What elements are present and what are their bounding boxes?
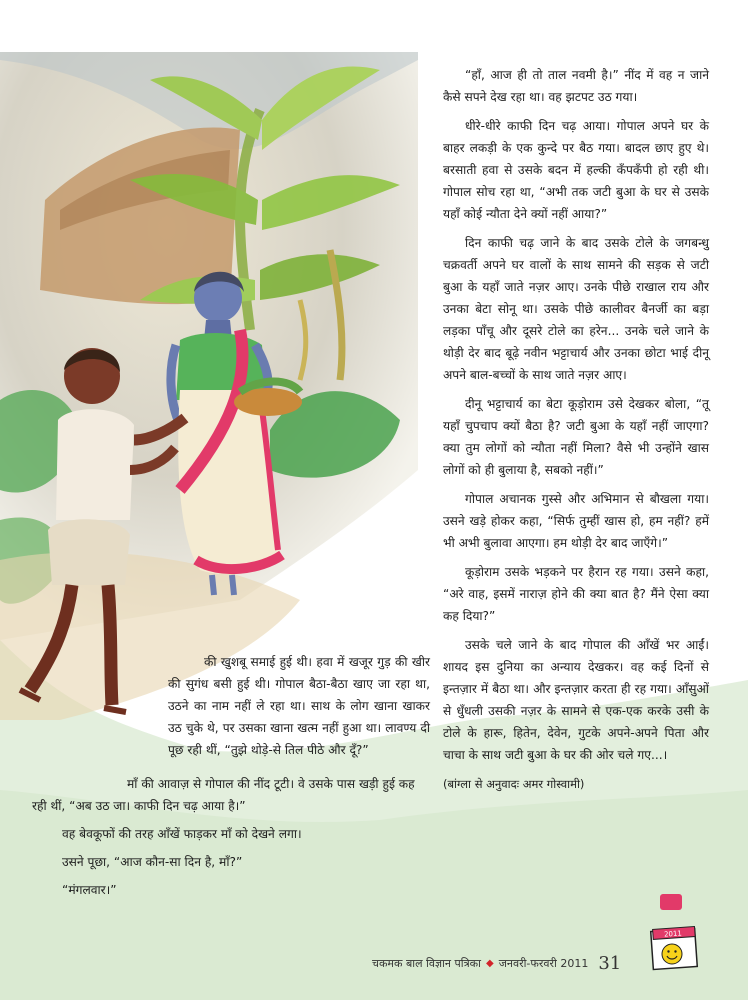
diamond-separator-icon: ◆ bbox=[485, 957, 494, 969]
paragraph: धीरे-धीरे काफी दिन चढ़ आया। गोपाल अपने घर के बाहर लकड़ी के एक कुन्दे पर बैठ गया। बादल छाए हुए थे। बरसाती हवा से उसके बदन में हल्की कँपकँपी हो रही थी। गोपाल सोच रहा था, “अभी तक जटी बुआ के घर से उसके यहाँ कोई न्यौता देने क्यों नहीं आया?” bbox=[443, 119, 709, 221]
paragraph: वह बेवकूफों की तरह आँखें फाड़कर माँ को देखने लगा। bbox=[62, 827, 302, 841]
paragraph: की खुशबू समाई हुई थी। हवा में खजूर गुड़ की खीर की सुगंध बसी हुई थी। गोपाल बैठा-बैठा खाए जा रहा था, उठने का नाम नहीं ले रहा था। साथ के लोग खाना खाकर उठ चुके थे, पर उसका खाना खत्म नहीं हुआ था। लावण्य दी पूछ रही थीं, “तुझे थोड़े-से तिल पीठे और दूँ?” bbox=[168, 655, 430, 757]
paragraph: दीनू भट्टाचार्य का बेटा कूड़ोराम उसे देखकर बोला, “तू यहाँ चुपचाप क्यों बैठा है? जटी बुआ के यहाँ नहीं जाएगा? क्या तुम लोगों को न्यौता नहीं मिला? वैसे भी उन्होंने खास लोगों को ही बुलाया है, सबको नहीं।” bbox=[443, 397, 709, 477]
paragraph: “मंगलवार।” bbox=[62, 883, 117, 897]
translation-credit: (बांग्ला से अनुवादः अमर गोस्वामी) bbox=[443, 777, 585, 791]
page-number: 31 bbox=[598, 952, 622, 974]
issue-date: जनवरी-फरवरी 2011 bbox=[498, 956, 589, 970]
text-column-left-lower bbox=[32, 773, 432, 907]
paragraph: दिन काफी चढ़ जाने के बाद उसके टोले के जगबन्धु चक्रवर्ती अपने घर वालों के साथ सामने की सड़क से जटी बुआ के यहाँ जाते नज़र आए। उनके पीछे राखाल राय और उनका बेटा सोनू था। उसके पीछे कालीवर बैनर्जी का बड़ा लड़का पाँचू और दूसरे टोले का हरेन... उनके चले जाने के थोड़ी देर बाद बूढ़े नवीन भट्टाचार्य और उनका छोटा भाई दीनू अपने बाल-बच्चों के साथ जाते नज़र आए। bbox=[443, 236, 709, 382]
paragraph: माँ की आवाज़ से गोपाल की नींद टूटी। वे उसके पास खड़ी हुई कह रही थीं, “अब उठ जा। काफी दिन चढ़ आया है।” bbox=[32, 777, 415, 813]
paragraph: “हाँ, आज ही तो ताल नवमी है।” नींद में वह न जाने कैसे सपने देख रहा था। वह झटपट उठ गया। bbox=[443, 68, 709, 104]
calendar-year: 2011 bbox=[663, 929, 683, 939]
paragraph: उसने पूछा, “आज कौन-सा दिन है, माँ?” bbox=[62, 855, 243, 869]
calendar-smiley-icon bbox=[648, 926, 700, 972]
paragraph: उसके चले जाने के बाद गोपाल की आँखें भर आईं। शायद इस दुनिया का अन्याय देखकर। वह कई दिनों से इन्तज़ार में बैठा था। और इन्तज़ार करता ही रह गया। आँसुओं से धुँधली उसकी नज़र के सामने से एक-एक करके उसी के टोले के हारू, हितेन, देवेन, गुटके अपने-अपने पिता और चाचा के साथ जटी बुआ के घर की ओर चले गए...। bbox=[443, 638, 709, 762]
paragraph: गोपाल अचानक गुस्से और अभिमान से बौखला गया। उसने खड़े होकर कहा, “सिर्फ तुम्हीं खास हो, हम नहीं? हमें भी अभी बुलावा आएगा। हम थोड़ी देर बाद जाएँगे।” bbox=[443, 492, 709, 550]
paragraph: कूड़ोराम उसके भड़कने पर हैरान रह गया। उसने कहा, “अरे वाह, इसमें नाराज़ होने की क्या बात है? मैंने ऐसा क्या कह दिया?” bbox=[443, 565, 709, 623]
story-end-mark bbox=[660, 894, 682, 910]
text-column-left-upper bbox=[168, 651, 430, 761]
text-column-right bbox=[443, 64, 709, 802]
magazine-name: चकमक बाल विज्ञान पत्रिका bbox=[372, 956, 481, 970]
